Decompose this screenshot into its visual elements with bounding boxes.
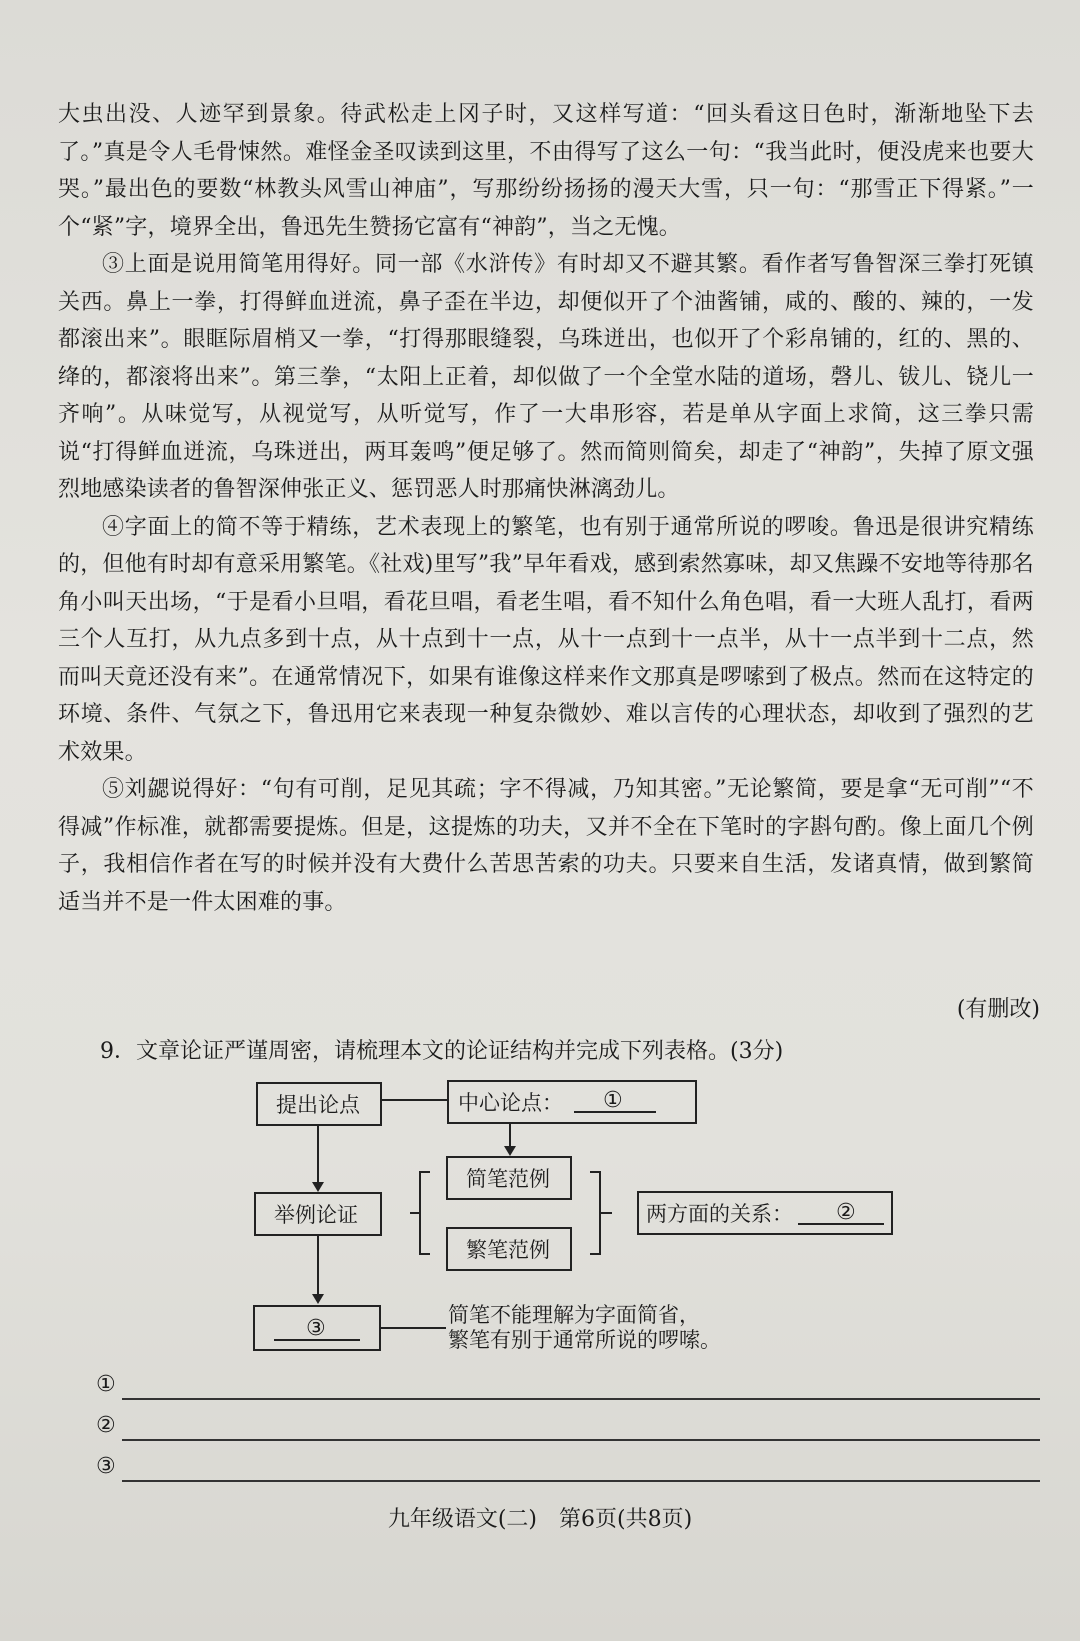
arrowhead-propose	[312, 1182, 324, 1192]
page-footer: 九年级语文(二) 第6页(共8页)	[387, 1507, 693, 1532]
label-examples: 举例论证	[274, 1203, 358, 1227]
answer-marker-3: ③	[96, 1454, 116, 1479]
answer-row-1[interactable]	[96, 1372, 1040, 1402]
blank-3-marker: ③	[306, 1316, 326, 1341]
answer-marker-1: ①	[96, 1372, 116, 1397]
answer-row-2[interactable]	[96, 1413, 1040, 1443]
right-bracket	[590, 1172, 600, 1254]
paragraph-3: ③上面是说用简笔用得好。同一部《水浒传》有时却又不避其繁。看作者写鲁智深三拳打死镇关西。鼻上一拳，打得鲜血迸流，鼻子歪在半边，却便似开了个油酱铺，咸的、酸的、辣的，一发都滚出来”。眼眶际眉梢又一拳，“打得那眼缝裂，乌珠迸出，也似开了个彩帛铺的，红的、黑的、绛的，都滚将出来”。第三拳，“太阳上正着，却似做了一个全堂水陆的道场，磬儿、钹儿、铙儿一齐响”。从味觉写，从视觉写，从听觉写，作了一大串形容，若是单从字面上求简，这三拳只需说“打得鲜血迸流，乌珠迸出，两耳轰鸣”便足够了。然而简则简矣，却走了“神韵”，失掉了原文强烈地感染读者的鲁智深伸张正义、惩罚恶人时那痛快淋漓劲儿。	[58, 252, 1034, 502]
blank-1-marker: ①	[603, 1088, 623, 1113]
paragraph-1: 大虫出没、人迹罕到景象。待武松走上冈子时，又这样写道：“回头看这日色时，渐渐地坠下去了。”真是令人毛骨悚然。难怪金圣叹读到这里，不由得写了这么一句：“我当此时，便没虎来也要大哭。”最出色的要数“林教头风雪山神庙”，写那纷纷扬扬的漫天大雪，只一句：“那雪正下得紧。”一个“紧”字，境界全出，鲁迅先生赞扬它富有“神韵”，当之无愧。	[58, 102, 1034, 240]
label-central: 中心论点：	[458, 1091, 563, 1115]
blank-2-marker: ②	[836, 1200, 856, 1225]
arrowhead-central	[504, 1146, 516, 1156]
paragraph-4: ④字面上的简不等于精练，艺术表现上的繁笔，也有别于通常所说的啰唆。鲁迅是很讲究精练的，但他有时却有意采用繁笔。《社戏)里写”我”早年看戏，感到索然寡味，却又焦躁不安地等待那名角小叫天出场，“于是看小旦唱，看花旦唱，看老生唱，看不知什么角色唱，看一大班人乱打，看两三个人互打，从九点多到十点，从十点到十一点，从十一点到十一点半，从十一点半到十二点，然而叫天竟还没有来”。在通常情况下，如果有谁像这样来作文那真是啰嗦到了极点。然而在这特定的环境、条件、气氛之下，鲁迅用它来表现一种复杂微妙、难以言传的心理状态，却收到了强烈的艺术效果。	[58, 514, 1034, 765]
answer-line-2[interactable]	[122, 1439, 1040, 1441]
answer-line-1[interactable]	[122, 1398, 1040, 1400]
label-simple-example: 简笔范例	[466, 1167, 550, 1191]
answer-row-3[interactable]	[96, 1454, 1040, 1484]
label-complex-example: 繁笔范例	[466, 1238, 550, 1262]
left-bracket	[420, 1172, 430, 1254]
edit-note: (有删改)	[956, 997, 1040, 1022]
question-9: 9．文章论证严谨周密，请梳理本文的论证结构并完成下列表格。(3分)	[100, 1039, 784, 1064]
arrowhead-examples	[312, 1294, 324, 1304]
paragraph-5: ⑤刘勰说得好：“句有可削，足见其疏；字不得减，乃知其密。”无论繁简，要是拿“无可削”“不得减”作标准，就都需要提炼。但是，这提炼的功夫，又并不全在下笔时的字斟句酌。像上面几个例子，我相信作者在写的时候并没有大费什么苦思苦索的功夫。只要来自生活，发诸真情，做到繁简适当并不是一件太困难的事。	[58, 777, 1034, 915]
conclusion-text-1: 简笔不能理解为字面简省，	[448, 1303, 700, 1327]
label-relation: 两方面的关系：	[646, 1202, 793, 1226]
answer-marker-2: ②	[96, 1413, 116, 1438]
label-propose: 提出论点	[276, 1093, 360, 1117]
answer-line-3[interactable]	[122, 1480, 1040, 1482]
conclusion-text-2: 繁笔有别于通常所说的啰嗦。	[448, 1328, 721, 1352]
